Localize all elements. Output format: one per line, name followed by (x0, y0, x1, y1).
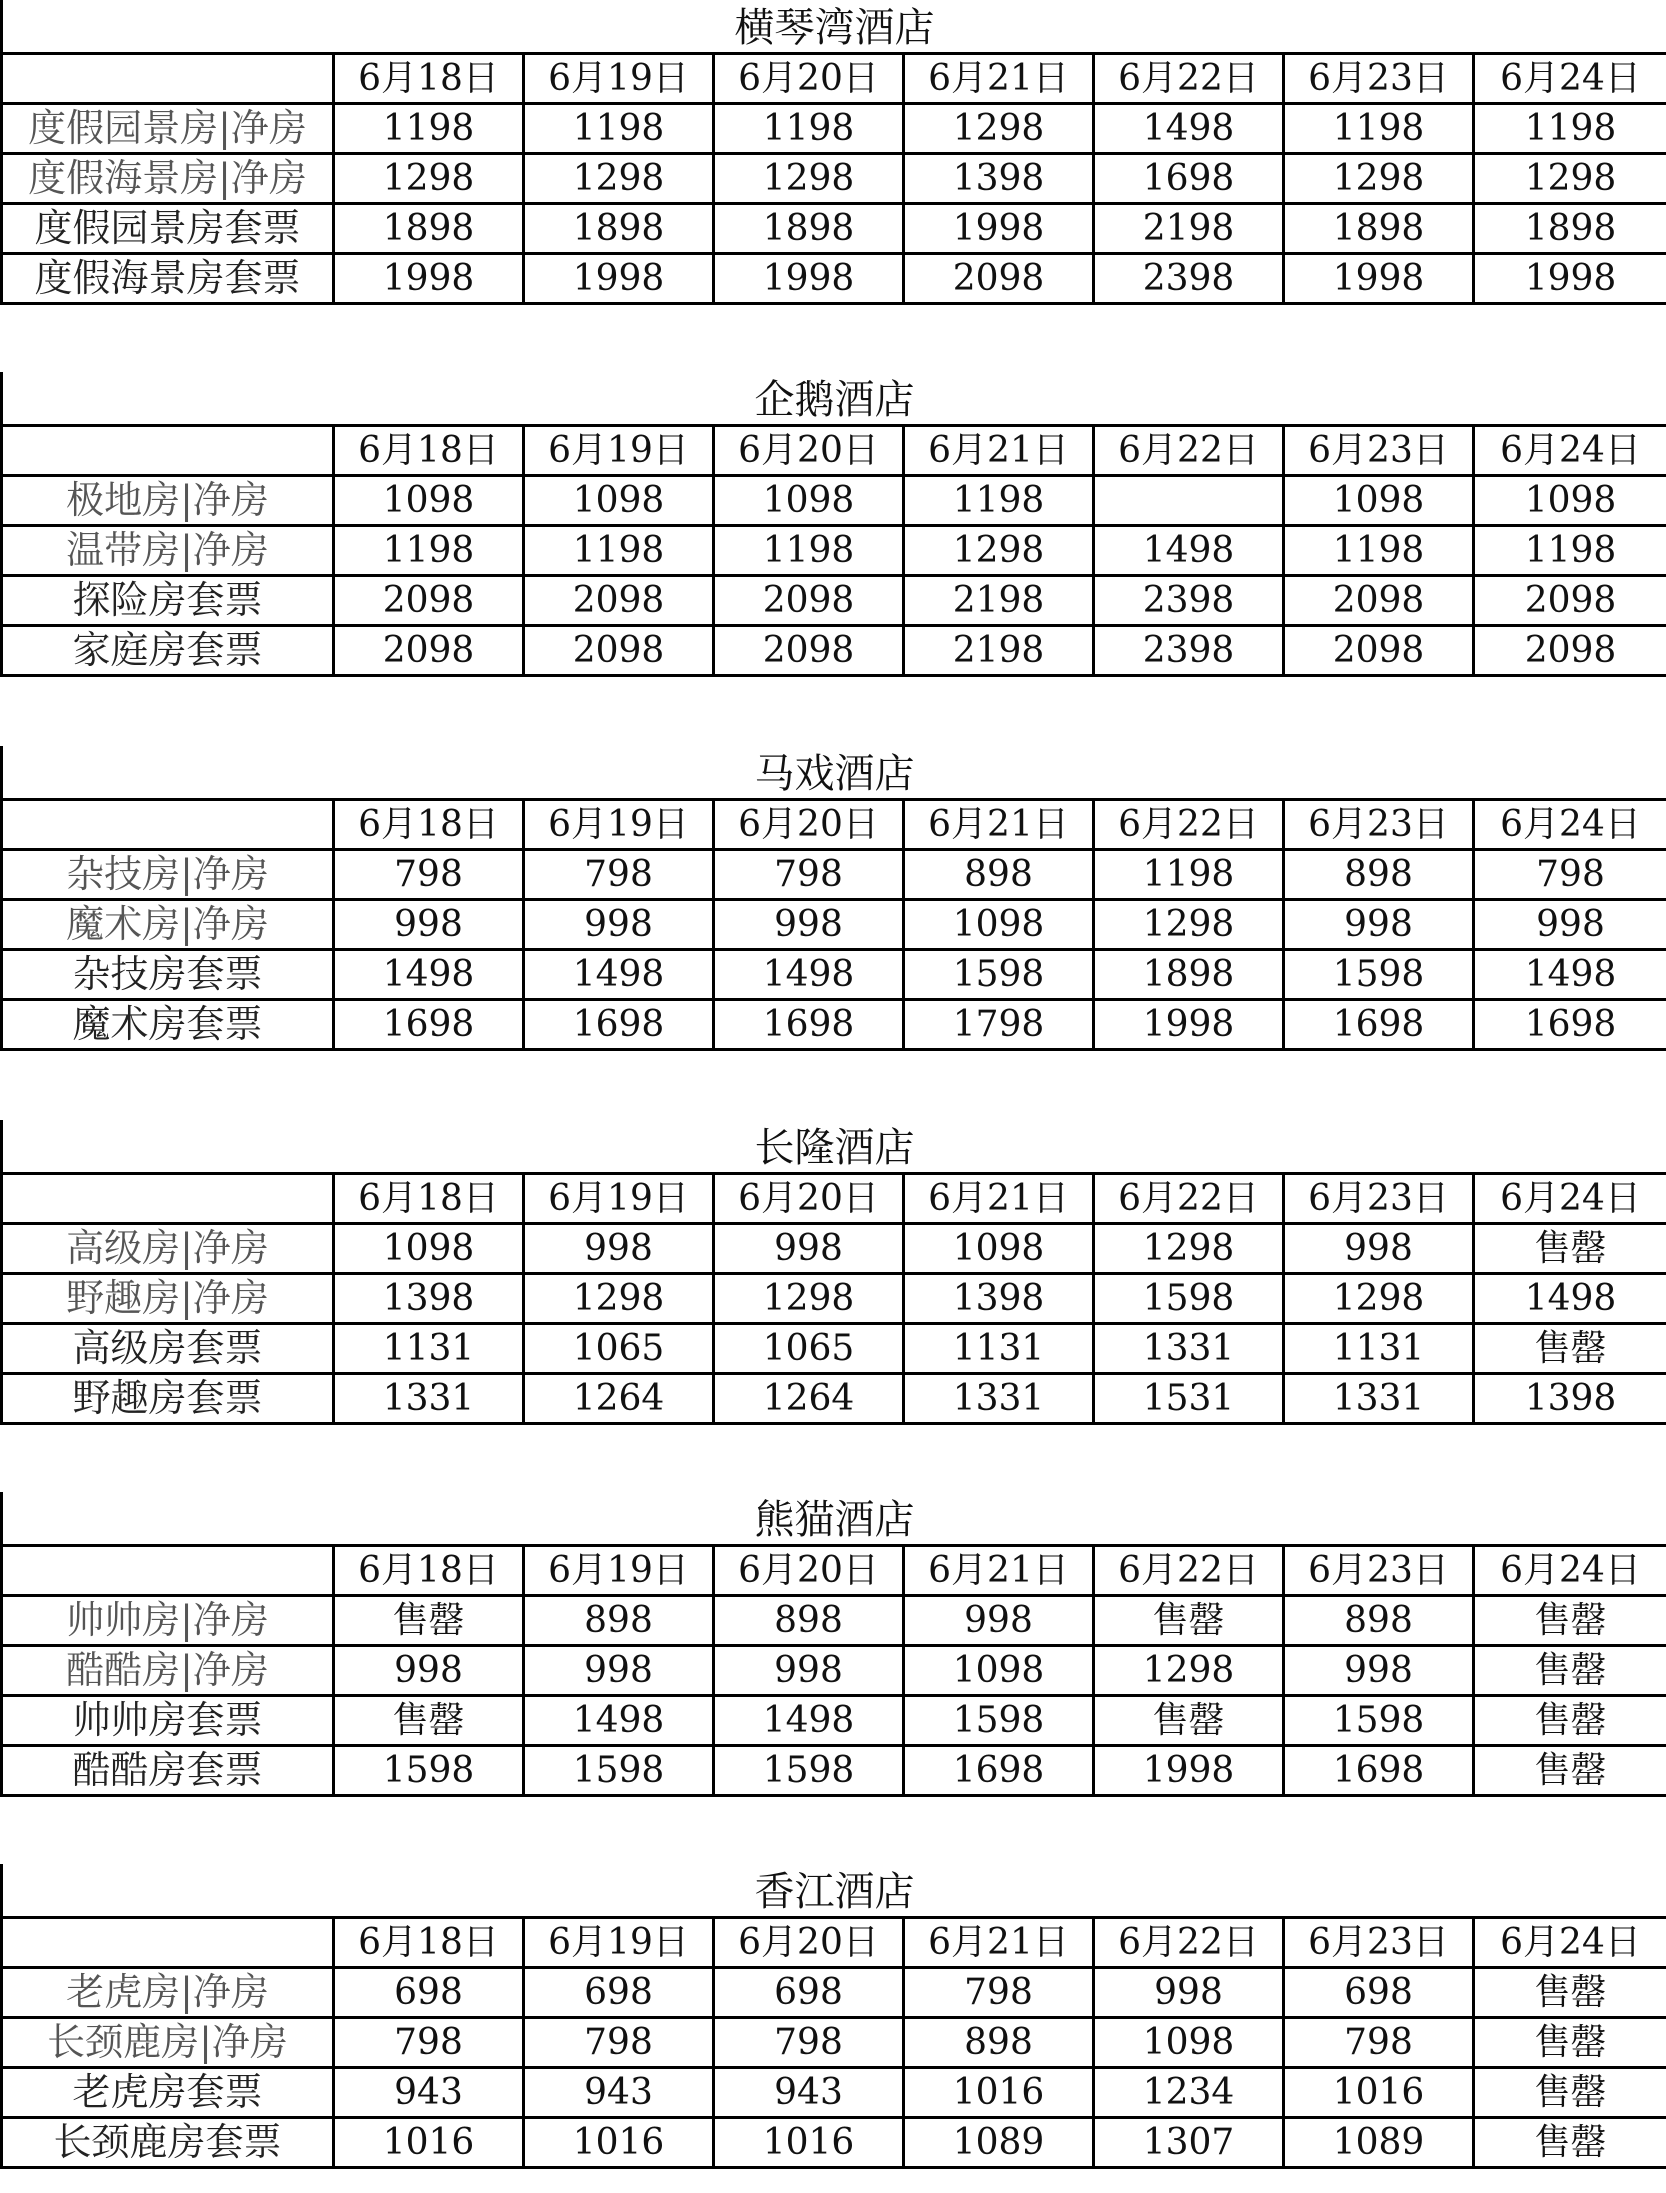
table-row (2, 2118, 1666, 2168)
price-cell: 1498 (334, 950, 524, 1000)
price-cell: 1598 (714, 1746, 904, 1796)
price-cell: 售罄 (1474, 1596, 1666, 1646)
price-table (0, 52, 1666, 305)
room-type-label: 野趣房|净房 (2, 1274, 334, 1324)
price-cell: 898 (524, 1596, 714, 1646)
price-cell: 1498 (524, 950, 714, 1000)
hotel-title: 横琴湾酒店 (0, 0, 1666, 52)
price-cell: 1898 (1284, 204, 1474, 254)
price-cell: 1998 (1284, 254, 1474, 304)
price-cell: 798 (1474, 850, 1666, 900)
date-header-cell: 6月19日 (524, 54, 714, 104)
hotel-title: 马戏酒店 (0, 746, 1666, 798)
price-table (0, 798, 1666, 1051)
price-cell: 2098 (524, 626, 714, 676)
room-type-label: 度假园景房|净房 (2, 104, 334, 154)
corner-cell (2, 54, 334, 104)
room-type-label: 长颈鹿房|净房 (2, 2018, 334, 2068)
price-cell: 898 (904, 2018, 1094, 2068)
price-cell: 1598 (334, 1746, 524, 1796)
price-cell: 2098 (1474, 576, 1666, 626)
price-cell: 1698 (1474, 1000, 1666, 1050)
price-cell: 1498 (1474, 1274, 1666, 1324)
corner-cell (2, 1546, 334, 1596)
price-cell: 798 (334, 2018, 524, 2068)
price-cell: 898 (904, 850, 1094, 900)
price-cell: 1598 (1284, 950, 1474, 1000)
price-cell: 1598 (904, 950, 1094, 1000)
table-row (2, 850, 1666, 900)
price-cell: 998 (524, 1224, 714, 1274)
date-header-row (2, 1174, 1666, 1224)
price-cell: 1298 (1284, 154, 1474, 204)
price-cell: 1131 (334, 1324, 524, 1374)
table-row (2, 104, 1666, 154)
price-cell: 1698 (524, 1000, 714, 1050)
price-cell: 1398 (904, 154, 1094, 204)
price-cell: 1498 (524, 1696, 714, 1746)
price-cell: 1016 (524, 2118, 714, 2168)
price-cell: 1298 (1474, 154, 1666, 204)
hotel-title: 长隆酒店 (0, 1120, 1666, 1172)
date-header-cell: 6月18日 (334, 426, 524, 476)
price-cell: 1131 (1284, 1324, 1474, 1374)
price-cell: 1198 (1284, 526, 1474, 576)
price-cell: 2198 (904, 576, 1094, 626)
date-header-cell: 6月24日 (1474, 426, 1666, 476)
price-cell: 998 (714, 900, 904, 950)
price-cell: 2398 (1094, 576, 1284, 626)
price-cell (1094, 476, 1284, 526)
price-cell: 2198 (904, 626, 1094, 676)
date-header-cell: 6月22日 (1094, 800, 1284, 850)
table-row (2, 1696, 1666, 1746)
date-header-row (2, 1918, 1666, 1968)
price-cell: 1198 (714, 104, 904, 154)
room-type-label: 帅帅房|净房 (2, 1596, 334, 1646)
price-cell: 1998 (1094, 1000, 1284, 1050)
price-cell: 1298 (524, 1274, 714, 1324)
price-cell: 1698 (334, 1000, 524, 1050)
price-cell: 售罄 (1474, 1224, 1666, 1274)
room-type-label: 魔术房|净房 (2, 900, 334, 950)
room-type-label: 酷酷房|净房 (2, 1646, 334, 1696)
room-type-label: 度假园景房套票 (2, 204, 334, 254)
table-row (2, 1646, 1666, 1696)
price-cell: 1198 (1284, 104, 1474, 154)
room-type-label: 杂技房套票 (2, 950, 334, 1000)
room-type-label: 探险房套票 (2, 576, 334, 626)
date-header-cell: 6月20日 (714, 1174, 904, 1224)
price-cell: 1598 (1284, 1696, 1474, 1746)
price-cell: 1298 (1094, 900, 1284, 950)
price-cell: 698 (714, 1968, 904, 2018)
room-type-label: 高级房套票 (2, 1324, 334, 1374)
price-cell: 1089 (904, 2118, 1094, 2168)
hotel-block (0, 1492, 1666, 1797)
table-row (2, 1746, 1666, 1796)
price-cell: 1998 (524, 254, 714, 304)
table-row (2, 1000, 1666, 1050)
price-cell: 1098 (334, 1224, 524, 1274)
date-header-cell: 6月19日 (524, 426, 714, 476)
price-cell: 798 (1284, 2018, 1474, 2068)
price-cell: 售罄 (1474, 2118, 1666, 2168)
price-cell: 1998 (334, 254, 524, 304)
date-header-cell: 6月22日 (1094, 426, 1284, 476)
price-cell: 798 (524, 2018, 714, 2068)
price-cell: 售罄 (1474, 1324, 1666, 1374)
price-cell: 1498 (714, 1696, 904, 1746)
price-cell: 1016 (714, 2118, 904, 2168)
date-header-cell: 6月23日 (1284, 54, 1474, 104)
table-row (2, 526, 1666, 576)
price-cell: 998 (714, 1224, 904, 1274)
room-type-label: 长颈鹿房套票 (2, 2118, 334, 2168)
price-cell: 2098 (334, 576, 524, 626)
room-type-label: 老虎房|净房 (2, 1968, 334, 2018)
price-cell: 798 (904, 1968, 1094, 2018)
price-cell: 798 (714, 2018, 904, 2068)
table-row (2, 1224, 1666, 1274)
date-header-cell: 6月20日 (714, 1918, 904, 1968)
price-cell: 2098 (1474, 626, 1666, 676)
price-table (0, 1544, 1666, 1797)
price-cell: 1998 (1474, 254, 1666, 304)
hotel-title: 熊猫酒店 (0, 1492, 1666, 1544)
price-cell: 1331 (1094, 1324, 1284, 1374)
price-cell: 1898 (714, 204, 904, 254)
price-cell: 1065 (714, 1324, 904, 1374)
price-cell: 1198 (524, 104, 714, 154)
table-row (2, 1374, 1666, 1424)
price-cell: 1331 (904, 1374, 1094, 1424)
price-cell: 998 (524, 900, 714, 950)
price-cell: 1531 (1094, 1374, 1284, 1424)
room-type-label: 度假海景房|净房 (2, 154, 334, 204)
date-header-cell: 6月19日 (524, 1546, 714, 1596)
date-header-cell: 6月21日 (904, 1546, 1094, 1596)
date-header-cell: 6月24日 (1474, 1546, 1666, 1596)
price-cell: 698 (1284, 1968, 1474, 2018)
price-cell: 售罄 (1474, 2068, 1666, 2118)
date-header-cell: 6月19日 (524, 1174, 714, 1224)
room-type-label: 老虎房套票 (2, 2068, 334, 2118)
price-cell: 998 (1284, 1646, 1474, 1696)
table-row (2, 626, 1666, 676)
price-cell: 售罄 (1474, 1696, 1666, 1746)
price-cell: 1298 (334, 154, 524, 204)
price-cell: 798 (524, 850, 714, 900)
price-cell: 2098 (1284, 576, 1474, 626)
date-header-row (2, 54, 1666, 104)
table-row (2, 1968, 1666, 2018)
room-type-label: 家庭房套票 (2, 626, 334, 676)
price-cell: 698 (334, 1968, 524, 2018)
date-header-row (2, 800, 1666, 850)
price-cell: 898 (1284, 850, 1474, 900)
date-header-cell: 6月18日 (334, 54, 524, 104)
price-cell: 798 (714, 850, 904, 900)
hotel-block (0, 746, 1666, 1051)
price-cell: 1098 (904, 900, 1094, 950)
table-row (2, 476, 1666, 526)
date-header-cell: 6月21日 (904, 800, 1094, 850)
price-cell: 售罄 (1474, 1646, 1666, 1696)
price-cell: 943 (714, 2068, 904, 2118)
date-header-cell: 6月19日 (524, 1918, 714, 1968)
price-cell: 1234 (1094, 2068, 1284, 2118)
price-cell: 1331 (334, 1374, 524, 1424)
price-cell: 943 (524, 2068, 714, 2118)
table-row (2, 900, 1666, 950)
price-cell: 1098 (334, 476, 524, 526)
hotel-block (0, 1120, 1666, 1425)
price-cell: 1198 (334, 526, 524, 576)
room-type-label: 高级房|净房 (2, 1224, 334, 1274)
date-header-cell: 6月20日 (714, 54, 904, 104)
price-table (0, 424, 1666, 677)
price-cell: 售罄 (1094, 1596, 1284, 1646)
room-type-label: 极地房|净房 (2, 476, 334, 526)
hotel-title: 企鹅酒店 (0, 372, 1666, 424)
hotel-title: 香江酒店 (0, 1864, 1666, 1916)
date-header-cell: 6月21日 (904, 1918, 1094, 1968)
price-cell: 2198 (1094, 204, 1284, 254)
room-type-label: 温带房|净房 (2, 526, 334, 576)
price-cell: 1089 (1284, 2118, 1474, 2168)
price-cell: 998 (334, 1646, 524, 1696)
corner-cell (2, 1174, 334, 1224)
price-cell: 1298 (904, 104, 1094, 154)
price-cell: 1798 (904, 1000, 1094, 1050)
price-cell: 1016 (334, 2118, 524, 2168)
price-cell: 1998 (714, 254, 904, 304)
price-cell: 1698 (1284, 1000, 1474, 1050)
price-cell: 1298 (904, 526, 1094, 576)
table-row (2, 1274, 1666, 1324)
room-type-label: 酷酷房套票 (2, 1746, 334, 1796)
table-row (2, 204, 1666, 254)
date-header-cell: 6月24日 (1474, 800, 1666, 850)
price-cell: 1698 (714, 1000, 904, 1050)
price-cell: 1198 (1474, 526, 1666, 576)
price-cell: 1016 (1284, 2068, 1474, 2118)
date-header-cell: 6月23日 (1284, 1546, 1474, 1596)
room-type-label: 度假海景房套票 (2, 254, 334, 304)
price-cell: 1298 (1094, 1646, 1284, 1696)
price-cell: 1698 (1284, 1746, 1474, 1796)
room-type-label: 帅帅房套票 (2, 1696, 334, 1746)
price-cell: 1698 (1094, 154, 1284, 204)
price-cell: 1998 (1094, 1746, 1284, 1796)
hotel-block (0, 0, 1666, 305)
price-cell: 1098 (1094, 2018, 1284, 2068)
price-cell: 售罄 (334, 1596, 524, 1646)
price-cell: 2098 (524, 576, 714, 626)
corner-cell (2, 426, 334, 476)
price-cell: 1598 (904, 1696, 1094, 1746)
price-cell: 1598 (1094, 1274, 1284, 1324)
corner-cell (2, 800, 334, 850)
table-row (2, 154, 1666, 204)
price-cell: 1098 (904, 1224, 1094, 1274)
table-row (2, 2018, 1666, 2068)
price-cell: 998 (904, 1596, 1094, 1646)
price-cell: 2098 (1284, 626, 1474, 676)
date-header-cell: 6月23日 (1284, 1918, 1474, 1968)
date-header-cell: 6月23日 (1284, 426, 1474, 476)
price-cell: 1331 (1284, 1374, 1474, 1424)
date-header-cell: 6月22日 (1094, 1918, 1284, 1968)
price-cell: 1065 (524, 1324, 714, 1374)
price-cell: 1131 (904, 1324, 1094, 1374)
price-cell: 1298 (714, 154, 904, 204)
price-cell: 1198 (1474, 104, 1666, 154)
date-header-cell: 6月20日 (714, 800, 904, 850)
price-cell: 1898 (1094, 950, 1284, 1000)
price-cell: 998 (1284, 1224, 1474, 1274)
price-cell: 1198 (1094, 850, 1284, 900)
date-header-cell: 6月22日 (1094, 1546, 1284, 1596)
date-header-row (2, 426, 1666, 476)
date-header-cell: 6月20日 (714, 426, 904, 476)
price-cell: 798 (334, 850, 524, 900)
date-header-cell: 6月18日 (334, 1546, 524, 1596)
price-cell: 2398 (1094, 626, 1284, 676)
price-cell: 2098 (904, 254, 1094, 304)
price-cell: 1498 (714, 950, 904, 1000)
price-cell: 1264 (714, 1374, 904, 1424)
price-cell: 1298 (1094, 1224, 1284, 1274)
hotel-block (0, 1864, 1666, 2169)
price-cell: 1198 (904, 476, 1094, 526)
price-cell: 898 (1284, 1596, 1474, 1646)
price-cell: 2098 (714, 576, 904, 626)
price-cell: 1298 (714, 1274, 904, 1324)
room-type-label: 杂技房|净房 (2, 850, 334, 900)
price-cell: 1998 (904, 204, 1094, 254)
price-cell: 898 (714, 1596, 904, 1646)
date-header-cell: 6月18日 (334, 1918, 524, 1968)
price-cell: 售罄 (1474, 2018, 1666, 2068)
price-cell: 998 (1474, 900, 1666, 950)
date-header-cell: 6月23日 (1284, 1174, 1474, 1224)
date-header-cell: 6月21日 (904, 426, 1094, 476)
price-cell: 943 (334, 2068, 524, 2118)
room-type-label: 野趣房套票 (2, 1374, 334, 1424)
date-header-cell: 6月19日 (524, 800, 714, 850)
price-table (0, 1172, 1666, 1425)
date-header-cell: 6月21日 (904, 1174, 1094, 1224)
price-cell: 1398 (904, 1274, 1094, 1324)
price-cell: 1098 (714, 476, 904, 526)
date-header-cell: 6月22日 (1094, 54, 1284, 104)
date-header-cell: 6月22日 (1094, 1174, 1284, 1224)
room-type-label: 魔术房套票 (2, 1000, 334, 1050)
price-cell: 1198 (714, 526, 904, 576)
price-cell: 1498 (1094, 104, 1284, 154)
date-header-cell: 6月21日 (904, 54, 1094, 104)
date-header-cell: 6月24日 (1474, 1918, 1666, 1968)
table-row (2, 254, 1666, 304)
corner-cell (2, 1918, 334, 1968)
price-cell: 1498 (1094, 526, 1284, 576)
price-cell: 1298 (524, 154, 714, 204)
date-header-cell: 6月24日 (1474, 1174, 1666, 1224)
date-header-row (2, 1546, 1666, 1596)
price-cell: 1398 (334, 1274, 524, 1324)
price-cell: 1016 (904, 2068, 1094, 2118)
price-cell: 2398 (1094, 254, 1284, 304)
price-cell: 2098 (334, 626, 524, 676)
price-cell: 售罄 (1474, 1746, 1666, 1796)
table-row (2, 1324, 1666, 1374)
price-cell: 998 (1284, 900, 1474, 950)
price-cell: 1398 (1474, 1374, 1666, 1424)
price-cell: 售罄 (1474, 1968, 1666, 2018)
price-cell: 698 (524, 1968, 714, 2018)
price-cell: 售罄 (334, 1696, 524, 1746)
price-cell: 1598 (524, 1746, 714, 1796)
price-cell: 1898 (1474, 204, 1666, 254)
price-cell: 1098 (1474, 476, 1666, 526)
price-cell: 1198 (334, 104, 524, 154)
date-header-cell: 6月23日 (1284, 800, 1474, 850)
price-cell: 1498 (1474, 950, 1666, 1000)
hotel-block (0, 372, 1666, 677)
price-cell: 1098 (904, 1646, 1094, 1696)
table-row (2, 1596, 1666, 1646)
price-cell: 1198 (524, 526, 714, 576)
price-cell: 1264 (524, 1374, 714, 1424)
price-cell: 998 (334, 900, 524, 950)
date-header-cell: 6月18日 (334, 800, 524, 850)
price-cell: 1098 (1284, 476, 1474, 526)
date-header-cell: 6月20日 (714, 1546, 904, 1596)
price-cell: 1698 (904, 1746, 1094, 1796)
date-header-cell: 6月18日 (334, 1174, 524, 1224)
price-cell: 1307 (1094, 2118, 1284, 2168)
price-cell: 1898 (334, 204, 524, 254)
table-row (2, 950, 1666, 1000)
date-header-cell: 6月24日 (1474, 54, 1666, 104)
price-table (0, 1916, 1666, 2169)
price-cell: 2098 (714, 626, 904, 676)
price-cell: 1898 (524, 204, 714, 254)
table-row (2, 2068, 1666, 2118)
price-cell: 998 (524, 1646, 714, 1696)
table-row (2, 576, 1666, 626)
price-cell: 1098 (524, 476, 714, 526)
price-cell: 998 (714, 1646, 904, 1696)
price-cell: 1298 (1284, 1274, 1474, 1324)
price-cell: 998 (1094, 1968, 1284, 2018)
price-cell: 售罄 (1094, 1696, 1284, 1746)
